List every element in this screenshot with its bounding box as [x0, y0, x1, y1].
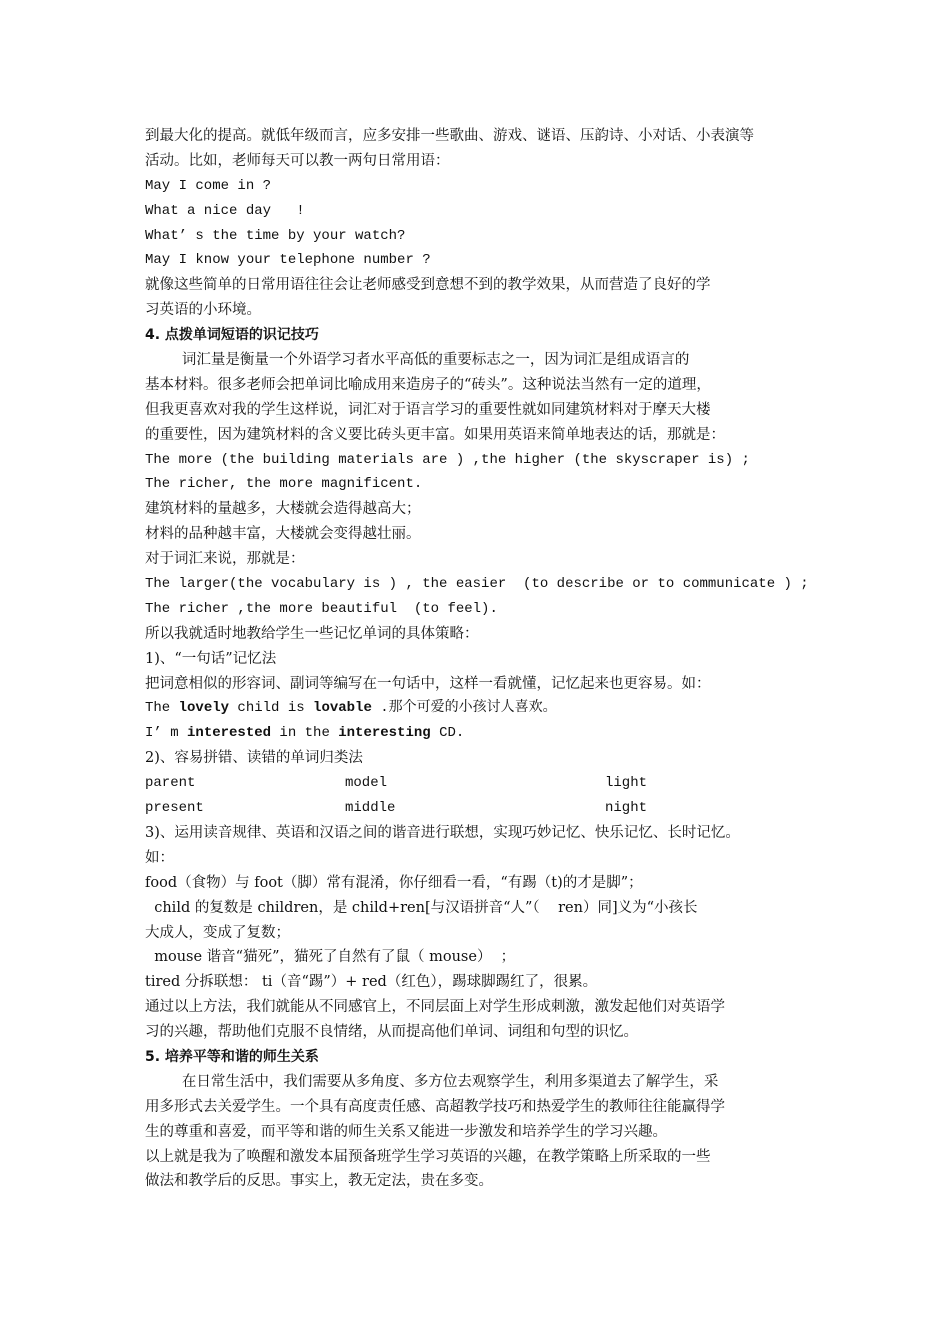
english-example-line: The richer, the more magnificent.	[145, 476, 423, 493]
word-cell: present	[145, 800, 204, 817]
paragraph-line: 建筑材料的量越多，大楼就会造得越高大；	[145, 501, 421, 518]
paragraph-line: child 的复数是 children，是 child+ren[与汉语拼音“人”（ ren）同]义为“小孩长	[145, 899, 698, 916]
paragraph-line: 材料的品种越丰富，大楼就会变得越壮丽。	[145, 526, 421, 543]
paragraph-line: 在日常生活中，我们需要从多角度、多方位去观察学生，利用多渠道去了解学生，采	[145, 1073, 719, 1090]
english-example-line: May I know your telephone number ?	[145, 252, 431, 269]
bold-word: interested	[187, 725, 272, 742]
paragraph-line: 把词意相似的形容词、副词等编写在一句话中，这样一看就懂，记忆起来也更容易。如：	[145, 675, 711, 692]
example-text: The	[145, 700, 179, 717]
paragraph-line: tired 分拆联想： ti（音“踢”）+ red（红色），踢球脚踢红了，很累。	[145, 974, 598, 991]
example-sentence-interested	[145, 721, 810, 746]
paragraph-line: 所以我就适时地教给学生一些记忆单词的具体策略：	[145, 625, 479, 642]
paragraph-line: 词汇量是衡量一个外语学习者水平高低的重要标志之一，因为词汇是组成语言的	[145, 352, 690, 369]
english-example-line: The larger(the vocabulary is ) , the easier (to describe or to communicate ) ;	[145, 576, 809, 593]
word-cell: night	[605, 800, 648, 817]
word-cell: model	[345, 775, 388, 792]
paragraph-line: 如：	[145, 849, 174, 866]
english-example-line: The more (the building materials are ) ,the higher (the skyscraper is) ;	[145, 451, 750, 468]
section-heading-4: 4. 点拨单词短语的识记技巧	[145, 327, 319, 344]
english-example-line: What a nice day !	[145, 202, 305, 219]
english-example-line: May I come in ?	[145, 177, 272, 194]
paragraph-line: 以上就是我为了唤醒和激发本届预备班学生学习英语的兴趣，在教学策略上所采取的一些	[145, 1148, 711, 1165]
list-item-heading: 1)、“一句话”记忆法	[145, 650, 277, 667]
list-item-heading: 3)、运用读音规律、英语和汉语之间的谐音进行联想，实现巧妙记忆、快乐记忆、长时记忆。	[145, 824, 740, 841]
english-example-line: What’ s the time by your watch?	[145, 227, 406, 244]
paragraph-line: 活动。比如，老师每天可以教一两句日常用语：	[145, 152, 450, 169]
paragraph-line: 对于词汇来说，那就是：	[145, 551, 305, 568]
english-example-line: The richer ,the more beautiful (to feel).	[145, 600, 498, 617]
paragraph-line: 大成人，变成了复数；	[145, 924, 290, 941]
paragraph-line: food（食物）与 foot（脚）常有混淆，你仔细看一看，“有踢（t)的才是脚”；	[145, 874, 643, 891]
paragraph-line: 到最大化的提高。就低年级而言，应多安排一些歌曲、游戏、谜语、压韵诗、小对话、小表演等	[145, 128, 754, 144]
bold-word: lovable	[313, 700, 372, 717]
word-row	[145, 796, 810, 821]
paragraph-line: 用多形式去关爱学生。一个具有高度责任感、高超教学技巧和热爱学生的教师往往能赢得学	[145, 1098, 725, 1115]
paragraph-line: 习英语的小环境。	[145, 302, 261, 319]
example-text: in the	[271, 725, 339, 742]
paragraph-line: 习的兴趣，帮助他们克服不良情绪，从而提高他们单词、词组和句型的识忆。	[145, 1024, 638, 1041]
word-cell: light	[605, 775, 648, 792]
word-cell: parent	[145, 775, 196, 792]
section-heading-5: 5. 培养平等和谐的师生关系	[145, 1048, 319, 1065]
example-text: I’ m	[145, 725, 188, 742]
paragraph-line: 做法和教学后的反思。事实上，教无定法，贵在多变。	[145, 1173, 493, 1190]
paragraph-line: 的重要性，因为建筑材料的含义要比砖头更丰富。如果用英语来简单地表达的话，那就是：	[145, 426, 725, 443]
example-text: child is	[229, 700, 314, 717]
paragraph-line: 就像这些简单的日常用语往往会让老师感受到意想不到的教学效果，从而营造了良好的学	[145, 277, 711, 294]
word-row	[145, 771, 810, 796]
paragraph-line: 通过以上方法，我们就能从不同感官上，不同层面上对学生形成刺激，激发起他们对英语学	[145, 999, 725, 1016]
list-item-heading: 2)、容易拼错、读错的单词归类法	[145, 750, 363, 767]
paragraph-line: 基本材料。很多老师会把单词比喻成用来造房子的“砖头”。这种说法当然有一定的道理，	[145, 376, 711, 393]
paragraph-line: 生的尊重和喜爱，而平等和谐的师生关系又能进一步激发和培养学生的学习兴趣。	[145, 1123, 667, 1140]
word-cell: middle	[345, 800, 396, 817]
paragraph-line: 但我更喜欢对我的学生这样说，词汇对于语言学习的重要性就如同建筑材料对于摩天大楼	[145, 401, 711, 418]
bold-word: lovely	[178, 700, 230, 717]
example-text: .那个可爱的小孩讨人喜欢。	[371, 700, 557, 717]
example-text: CD.	[430, 725, 465, 742]
bold-word: interesting	[338, 725, 431, 742]
paragraph-line: mouse 谐音“猫死”，猫死了自然有了鼠（ mouse） ；	[145, 949, 516, 966]
example-sentence-lovely	[145, 696, 810, 721]
document-page	[145, 124, 810, 1194]
